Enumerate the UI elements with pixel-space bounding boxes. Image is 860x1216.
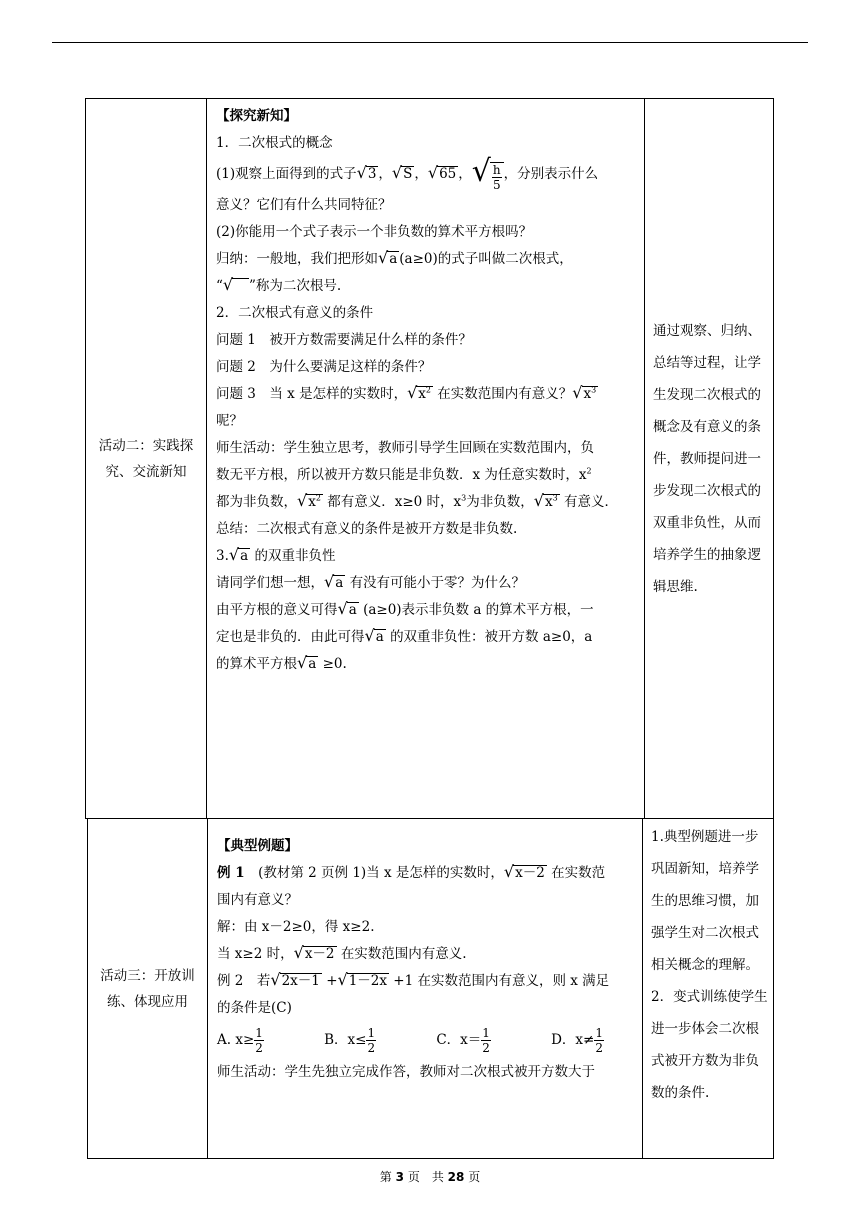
example-2: 例 2 若√2x－1 +√1－2x +1 在实数范围内有意义，则 x 满足 [217,970,610,989]
option-d: D．x≠ $\frac{1}{2}$ [551,1026,603,1055]
page-footer: 第 3 页 共 28 页 [379,1170,481,1184]
activity2-notes: 通过观察、归纳、总结等过程，让学生发现二次根式的概念及有意义的条件，教师提问进一步发现二次根式的双重非负性，从而培养学生的抽象逻辑思维. [645,99,774,819]
summary-1: 归纳：一般地，我们把形如√a (a≥0)的式子叫做二次根式， [216,248,573,267]
activity3-label: 活动三：开放训练、体现应用 [88,819,208,1159]
option-b: B．x≤ $\frac{1}{2}$ [324,1026,376,1055]
total-pages: 28 [447,1170,465,1184]
question-2: (2)你能用一个式子表示一个非负数的算术平方根吗？ [216,224,533,240]
question-1: (1)观察上面得到的式子√3 ，√S ，√65 ，√ $\frac{h}{5}$ ，分别表示什么 [216,154,599,192]
answer-options [217,1026,634,1055]
section-heading: 【探究新知】 [216,108,297,124]
option-a: A. x≥ $\frac{1}{2}$ [217,1026,263,1055]
activity2-table [85,98,774,819]
concept-title: 1．二次根式的概念 [216,135,333,151]
header-rule [52,42,808,43]
solution: 解：由 x－2≥0，得 x≥2. [217,919,375,935]
condition-title: 2．二次根式有意义的条件 [216,305,374,321]
activity3-table [87,818,774,1159]
activity3-content: 【典型例题】 例 1 (教材第 2 页例 1)当 x 是怎样的实数时，√x－2 在实数范 围内有意义？ 解：由 x－2≥0，得 x≥2. 当 x≥2 时，√x－2 在实数范围内有意义. 例 2 若√2x－1 +√1－2x +1 在实数范围内有意义，则 x 满足 的条件是(C) A. x≥ $\frac{1}{2}$ B．x≤ $\frac{1}{2}$ C．x＝ $\frac{1}{2}$ D．x≠ $\frac{1}{2}$ 师生活动：学生先独立完成作答，教师对二次根式被开方数大于 [208,819,643,1159]
activity3-notes: 1.典型例题进一步巩固新知，培养学生的思维习惯，加强学生对二次根式相关概念的理解。 2．变式训练使学生进一步体会二次根式被开方数为非负数的条件. [643,819,774,1159]
activity2-content: 【探究新知】 1．二次根式的概念 (1)观察上面得到的式子√3 ，√S ，√65 ，√ $\frac{h}{5}$ ，分别表示什么 意义？它们有什么共同特征？ (2)你能用一个式子表示一个非负数的算术平方根吗？ 归纳：一般地，我们把形如√a (a≥0)的式子叫做二次根式， “√ ”称为二次根号. 2．二次根式有意义的条件 问题 1 被开方数需要满足什么样的条件？ 问题 2 为什么要满足这样的条件？ 问题 3 当 x 是怎样的实数时，$√x^2$ 在实数范围内有意义？$√x^3$ 呢？ 师生活动：学生独立思考，教师引导学生回顾在实数范围内，负 数无平方根，所以被开方数只能是非负数．x 为任意实数时，$x^2$ 都为非负数，$√x^2$ 都有意义．x≥0 时，$x^3$为非负数，$√x^3$ 有意义． 总结：二次根式有意义的条件是被开方数是非负数. 3.√a 的双重非负性 请同学们想一想，√a 有没有可能小于零？为什么？ 由平方根的意义可得√a (a≥0)表示非负数 a 的算术平方根，一 定也是非负的．由此可得√a 的双重非负性：被开方数 a≥0，a 的算术平方根√a ≥0. [207,99,645,819]
option-c: C．x＝ $\frac{1}{2}$ [436,1026,490,1055]
section-heading: 【典型例题】 [217,838,298,854]
current-page: 3 [395,1170,404,1184]
activity2-label: 活动二：实践探究、交流新知 [86,99,207,819]
example-1: 例 1 (教材第 2 页例 1)当 x 是怎样的实数时，√x－2 在实数范 [217,862,606,881]
